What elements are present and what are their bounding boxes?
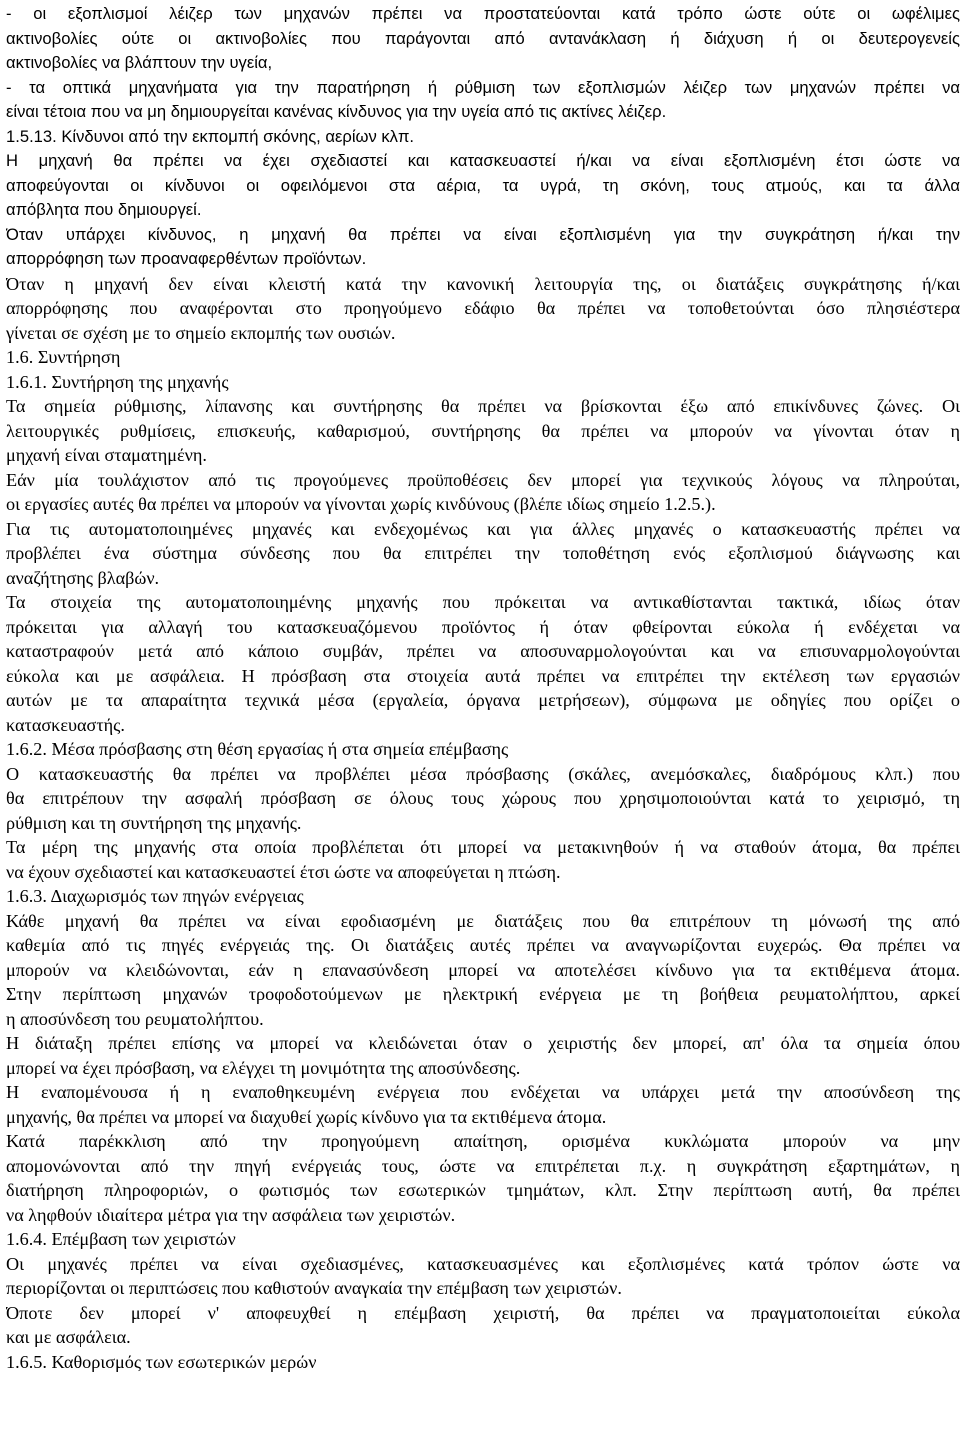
text-line: Όποτε δεν μπορεί ν' αποφευχθεί η επέμβαση χειριστή, θα πρέπει να πραγματοποιείται εύκολα	[6, 1302, 960, 1323]
text-line: Τα μέρη της μηχανής στα οποία προβλέπεται ότι μπορεί να μετακινηθούν ή να σταθούν άτομα, θα πρέπει	[6, 837, 960, 857]
text-line: Για τις αυτοματοποιημένες μηχανές και ενδεχομένως και για άλλες μηχανές ο κατασκευαστής πρέπει να	[6, 518, 960, 539]
document-page	[6, 0, 960, 1374]
text-line: πρόκειται για αλλαγή του κατασκευαζόμενου προϊόντος ή όταν φθείρονται εύκολα ή ενδέχεται να	[6, 616, 960, 637]
text-line: είναι τέτοια που να μη δημιουργείται κανένας κίνδυνος για την υγεία από τις ακτίνες λέιζερ.	[6, 102, 667, 121]
text-line: καθεμία από τις πηγές ενέργειάς της. Οι διατάξεις αυτές πρέπει να αναγνωρίζονται ευχερώς. Θα πρέπει να	[6, 935, 960, 955]
text-line: αποφεύγονται οι κίνδυνοι οι οφειλόμενοι στα αέρια, τα υγρά, τη σκόνη, τους ατμούς, και τα άλλα	[6, 175, 960, 195]
text-line: ακτινοβολίες ούτε οι ακτινοβολίες που παράγονται από αντανάκλαση ή διάχυση ή οι δευτερογενείς	[6, 28, 960, 48]
text-line: Όταν η μηχανή δεν είναι κλειστή κατά την κανονική λειτουργία της, οι διατάξεις συγκράτησης ή/και	[6, 273, 960, 294]
text-line: διατήρηση πληροφοριών, ο φωτισμός των εσωτερικών τμημάτων, κλπ. Στην περίπτωση αυτή, θα πρέπει	[6, 1180, 960, 1200]
text-line: να έχουν σχεδιαστεί και κατασκευαστεί έτσι ώστε να αποφεύγεται η πτώση.	[6, 861, 561, 882]
text-line: Όταν υπάρχει κίνδυνος, η μηχανή θα πρέπει να είναι εξοπλισμένη για την συγκράτηση ή/και την	[6, 224, 960, 244]
text-line: Κάθε μηχανή θα πρέπει να είναι εφοδιασμένη με διατάξεις που θα επιτρέπουν τη μόνωσή της από	[6, 910, 960, 931]
text-line: η αποσύνδεση του ρευματολήπτου.	[6, 1008, 264, 1029]
text-line: Τα στοιχεία της αυτοματοποιημένης μηχανής που πρόκειται να αντικαθίστανται τακτικά, ιδίως όταν	[6, 592, 960, 612]
text-line: απορρόφηση των προαναφερθέντων προϊόντων.	[6, 249, 367, 268]
text-line: περιορίζονται οι περιπτώσεις που καθιστούν αναγκαία την επέμβαση των χειριστών.	[6, 1278, 622, 1298]
text-line: αναζήτησης βλαβών.	[6, 567, 160, 588]
text-line: 1.6.3. Διαχωρισμός των πηγών ενέργειας	[6, 886, 304, 906]
text-line: οι εργασίες αυτές θα πρέπει να μπορούν να γίνονται χωρίς κινδύνους (βλέπε ιδίως σημείο 1.2.5.).	[6, 494, 716, 514]
text-line: Η διάταξη πρέπει επίσης να μπορεί να κλειδώνεται όταν ο χειριστής δεν μπορεί, απ' όλα τα σημεία όπου	[6, 1033, 960, 1053]
text-line: γίνεται σε σχέση με το σημείο εκπομπής των ουσιών.	[6, 322, 396, 343]
text-line: μηχανή είναι σταματημένη.	[6, 445, 207, 465]
text-line: απομονώνονται από την πηγή ενέργειάς τους, ώστε να επιτρέπεται π.χ. η συγκράτηση εξαρτημάτων, η	[6, 1155, 960, 1176]
text-line: λειτουργικές ρυθμίσεις, επισκευής, καθαρισμού, συντήρησης θα πρέπει να μπορούν να γίνονται όταν η	[6, 420, 960, 441]
text-line: Ο κατασκευαστής θα πρέπει να προβλέπει μέσα πρόσβασης (σκάλες, ανεμόσκαλες, διαδρόμους κλπ.) που	[6, 763, 960, 784]
text-line: αυτών με τα απαραίτητα τεχνικά μέσα (εργαλεία, όργανα μετρήσεων), σύμφωνα με οδηγίες που ορίζει ο	[6, 690, 960, 710]
text-line: 1.6.1. Συντήρηση της μηχανής	[6, 371, 229, 392]
text-line: θα επιτρέπουν την ασφαλή πρόσβαση σε όλους τους χώρους που χρησιμοποιούνται κατά το χειρισμό, τη	[6, 788, 960, 808]
text-line: 1.6.5. Καθορισμός των εσωτερικών μερών	[6, 1351, 317, 1372]
text-line: και με ασφάλεια.	[6, 1327, 131, 1347]
text-line: απόβλητα που δημιουργεί.	[6, 200, 202, 219]
text-line: να ληφθούν ιδιαίτερα μέτρα για την ασφάλεια των χειριστών.	[6, 1204, 456, 1225]
text-line: Στην περίπτωση μηχανών τροφοδοτούμενων με ηλεκτρική ενέργεια με τη βοήθεια ρευματολήπτου, αρκεί	[6, 984, 960, 1004]
text-line: μπορούν να κλειδώνονται, εάν η επανασύνδεση μπορεί να αποτελέσει κίνδυνο για τα εκτιθέμενα άτομα.	[6, 959, 960, 980]
text-line: 1.5.13. Κίνδυνοι από την εκπομπή σκόνης, αερίων κλπ.	[6, 126, 415, 146]
text-line: Οι μηχανές πρέπει να είναι σχεδιασμένες, κατασκευασμένες και εξοπλισμένες κατά τρόπον ώστε να	[6, 1253, 960, 1274]
text-line: - οι εξοπλισμοί λέιζερ των μηχανών πρέπει να προστατεύονται κατά τρόπο ώστε ούτε οι ωφέλιμες	[6, 4, 960, 23]
text-line: μηχανής, θα πρέπει να μπορεί να διαχυθεί χωρίς κίνδυνο για τα εκτιθέμενα άτομα.	[6, 1106, 607, 1127]
text-line: 1.6. Συντήρηση	[6, 347, 121, 367]
text-line: προβλέπει ένα σύστημα σύνδεσης που θα επιτρέπει την τοποθέτηση ενός εξοπλισμού διάγνωσης και	[6, 543, 960, 563]
text-line: 1.6.2. Μέσα πρόσβασης στη θέση εργασίας ή στα σημεία επέμβασης	[6, 739, 509, 759]
text-line: ακτινοβολίες να βλάπτουν την υγεία,	[6, 53, 273, 72]
text-line: εύκολα και με ασφάλεια. Η πρόσβαση στα στοιχεία αυτά πρέπει να επιτρέπει την εκτέλεση των εργασιών	[6, 665, 960, 686]
text-line: Η μηχανή θα πρέπει να έχει σχεδιαστεί και κατασκευαστεί ή/και να είναι εξοπλισμένη έτσι ώστε να	[6, 151, 960, 170]
text-line: Κατά παρέκκλιση από την προηγούμενη απαίτηση, ορισμένα κυκλώματα μπορούν να μην	[6, 1131, 960, 1151]
text-line: απορρόφησης που αναφέρονται στο προηγούμενο εδάφιο θα πρέπει να τοποθετούνται όσο πλησιέστερα	[6, 298, 960, 318]
text-line: καταστραφούν μετά από κάποιο συμβάν, πρέπει να αποσυναρμολογούνται και να επισυναρμολογούνται	[6, 641, 960, 661]
text-line: 1.6.4. Επέμβαση των χειριστών	[6, 1229, 236, 1249]
text-line: κατασκευαστής.	[6, 714, 125, 735]
text-line: Τα σημεία ρύθμισης, λίπανσης και συντήρησης θα πρέπει να βρίσκονται έξω από επικίνδυνες ζώνες. Οι	[6, 396, 960, 416]
text-line: Εάν μία τουλάχιστον από τις προγούμενες προϋποθέσεις δεν μπορεί για τεχνικούς λόγους να πληρούται,	[6, 469, 960, 490]
text-line: - τα οπτικά μηχανήματα για την παρατήρηση ή ρύθμιση των εξοπλισμών λέιζερ των μηχανών πρέπει να	[6, 77, 960, 97]
text-line: ρύθμιση και τη συντήρηση της μηχανής.	[6, 812, 302, 833]
text-line: Η εναπομένουσα ή η εναποθηκευμένη ενέργεια που ενδέχεται να υπάρχει μετά την αποσύνδεση της	[6, 1082, 960, 1102]
text-line: μπορεί να έχει πρόσβαση, να ελέγχει τη μονιμότητα της αποσύνδεσης.	[6, 1057, 521, 1078]
